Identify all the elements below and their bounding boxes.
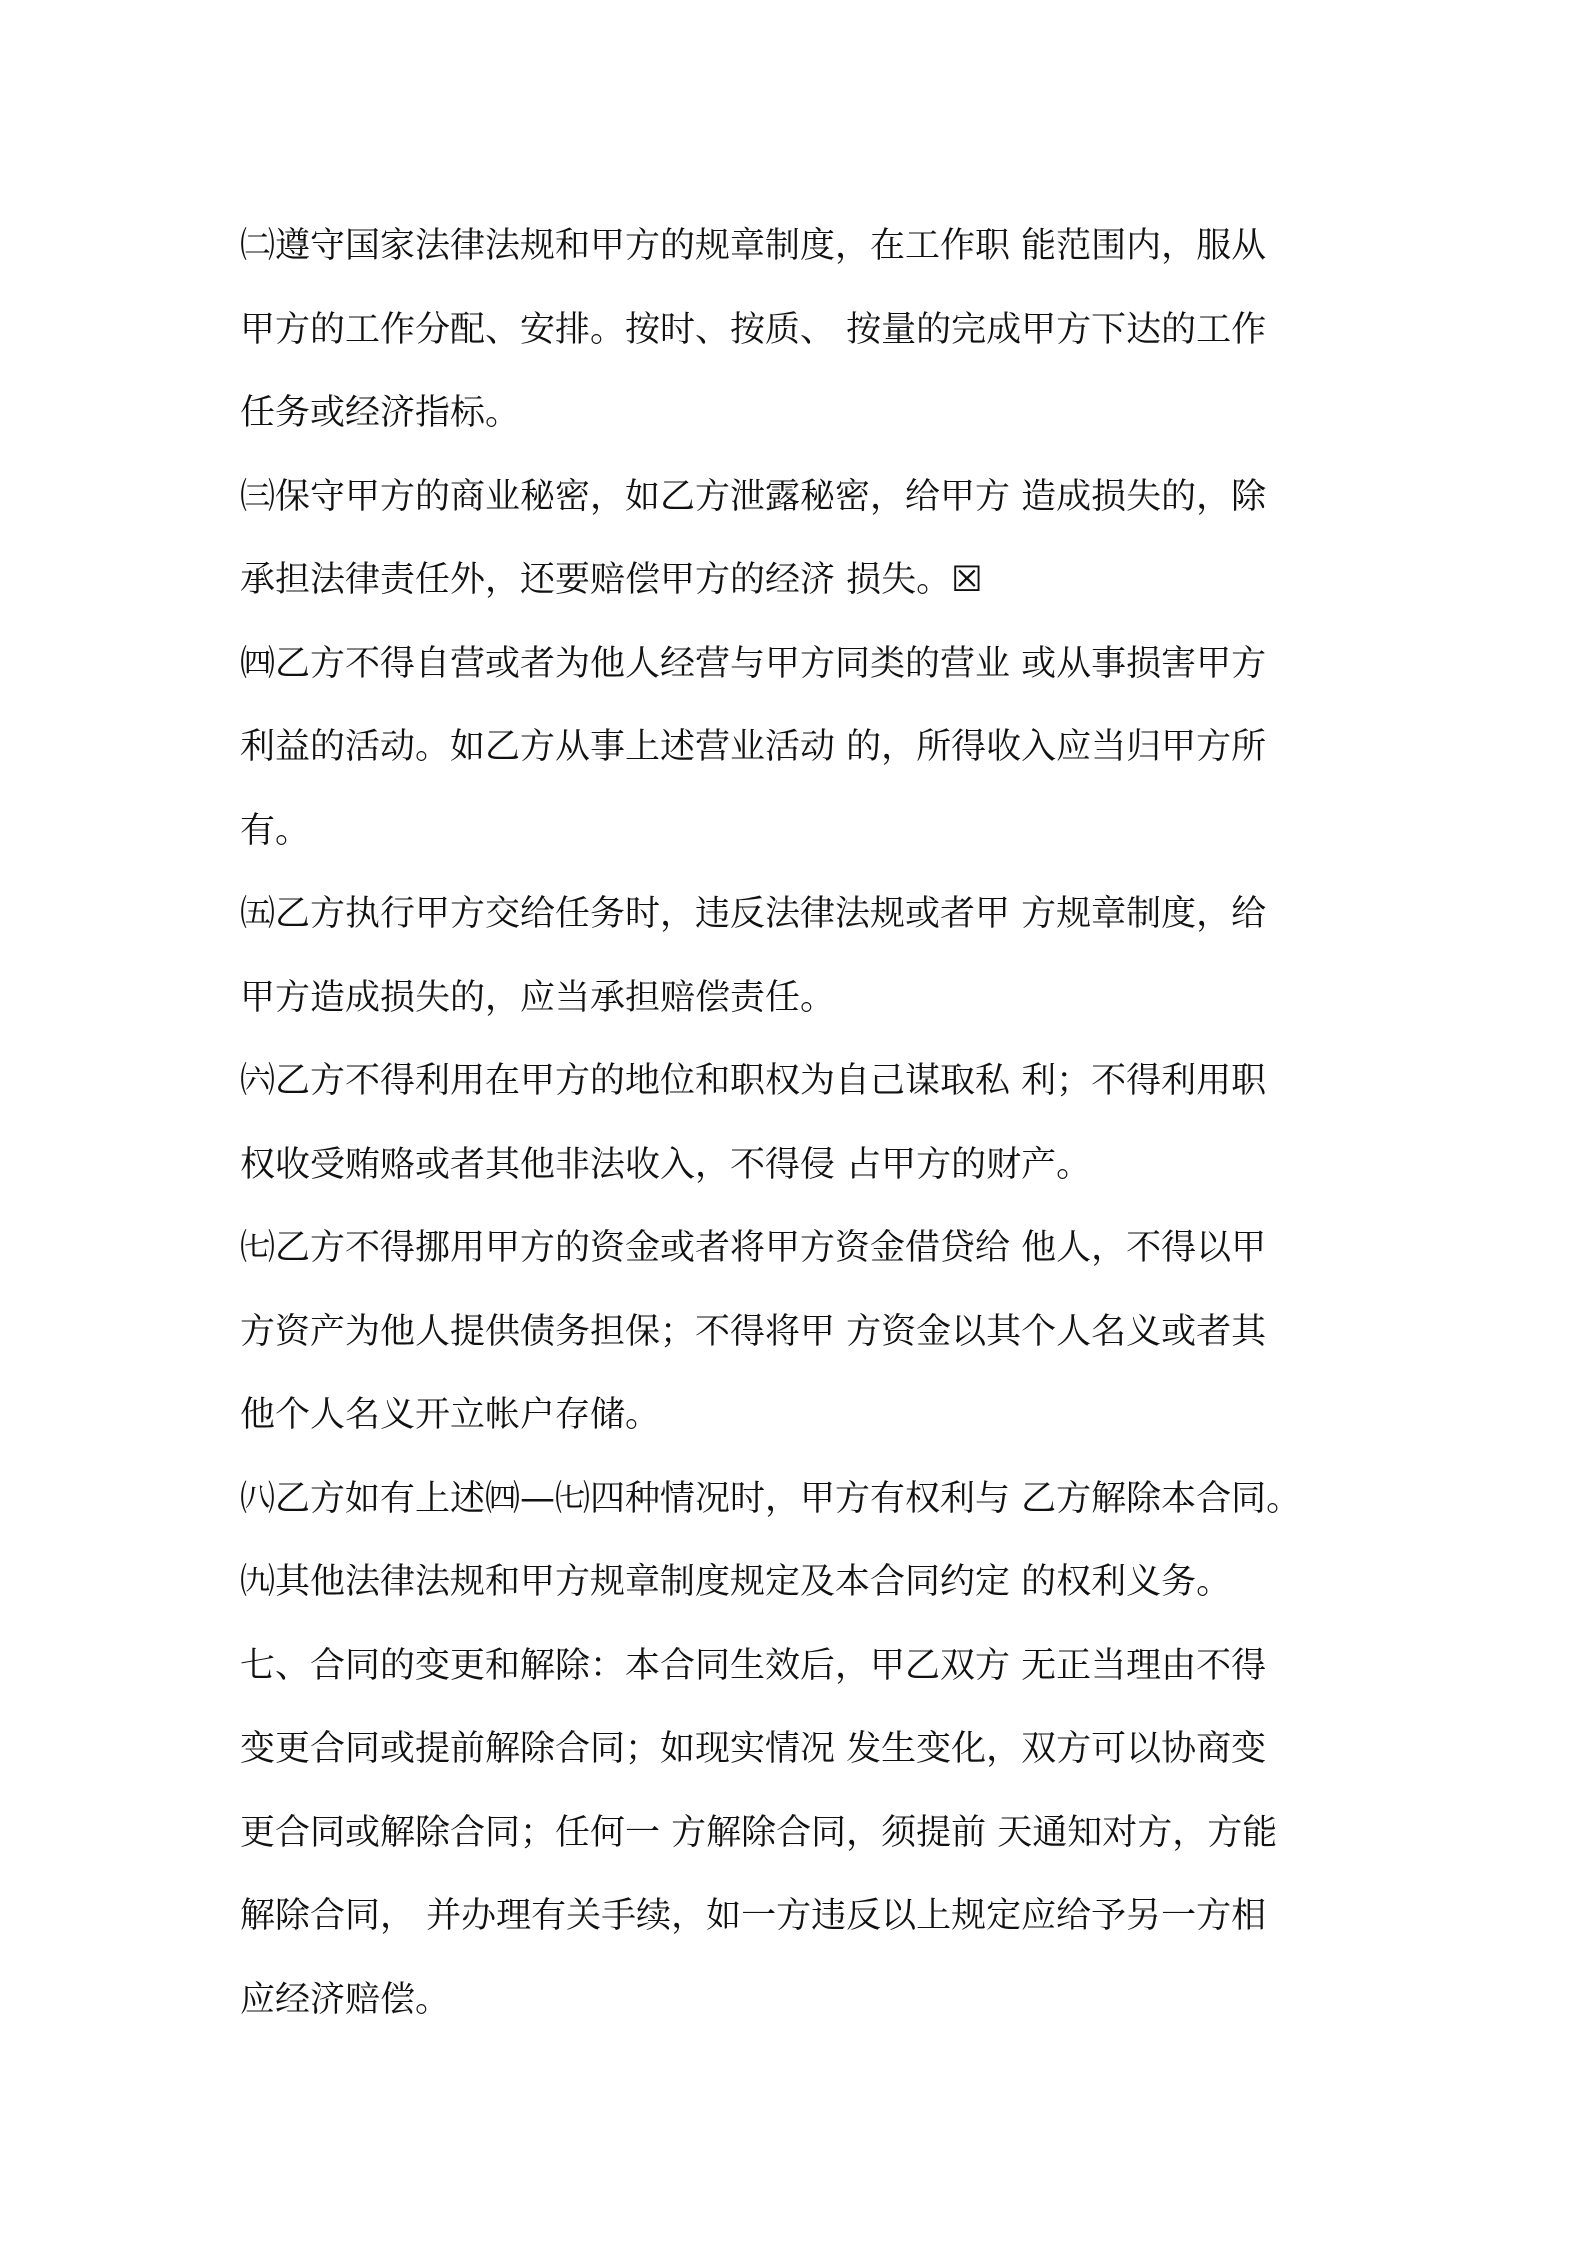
text-line: ㈨其他法律法规和甲方规章制度规定及本合同约定 的权利义务。	[240, 1562, 1232, 1602]
text-line: 应经济赔偿。	[240, 1979, 451, 2020]
text-line: ㈣乙方不得自营或者为他人经营与甲方同类的营业 或从事损害甲方	[240, 643, 1267, 684]
text-line: 承担法律责任外，还要赔偿甲方的经济 损失。☒	[240, 560, 983, 600]
text-line: 方资产为他人提供债务担保；不得将甲 方资金以其个人名义或者其	[240, 1311, 1267, 1352]
text-line: ㈤乙方执行甲方交给任务时，违反法律法规或者甲 方规章制度，给	[240, 894, 1267, 934]
text-line: 解除合同， 并办理有关手续，如一方违反以上规定应给予另一方相	[240, 1896, 1267, 1936]
text-line: 七、合同的变更和解除：本合同生效后，甲乙双方 无正当理由不得	[240, 1645, 1267, 1686]
text-line: ㈥乙方不得利用在甲方的地位和职权为自己谋取私 利；不得利用职	[240, 1061, 1267, 1101]
text-line: 权收受贿赂或者其他非法收入，不得侵 占甲方的财产。	[240, 1144, 1092, 1185]
text-line: ㈦乙方不得挪用甲方的资金或者将甲方资金借贷给 他人，不得以甲	[240, 1228, 1267, 1268]
text-line: 他个人名义开立帐户存储。	[240, 1395, 661, 1435]
text-line: 任务或经济指标。	[240, 393, 521, 433]
text-line: ㈡遵守国家法律法规和甲方的规章制度，在工作职 能范围内，服从	[240, 226, 1267, 266]
text-line: ㈧乙方如有上述㈣—㈦四种情况时，甲方有权利与 乙方解除本合同。	[240, 1478, 1302, 1519]
text-line: 有。	[240, 810, 311, 851]
text-line: 变更合同或提前解除合同；如现实情况 发生变化，双方可以协商变	[240, 1729, 1267, 1769]
text-line: 更合同或解除合同；任何一 方解除合同，须提前 天通知对方，方能	[240, 1812, 1278, 1853]
text-line: 甲方造成损失的，应当承担赔偿责任。	[240, 977, 836, 1018]
text-line: 甲方的工作分配、安排。按时、按质、 按量的完成甲方下达的工作	[240, 309, 1267, 350]
text-line: ㈢保守甲方的商业秘密，如乙方泄露秘密，给甲方 造成损失的，除	[240, 476, 1267, 517]
document-body	[240, 205, 1370, 2042]
text-line: 利益的活动。如乙方从事上述营业活动 的，所得收入应当归甲方所	[240, 727, 1267, 767]
